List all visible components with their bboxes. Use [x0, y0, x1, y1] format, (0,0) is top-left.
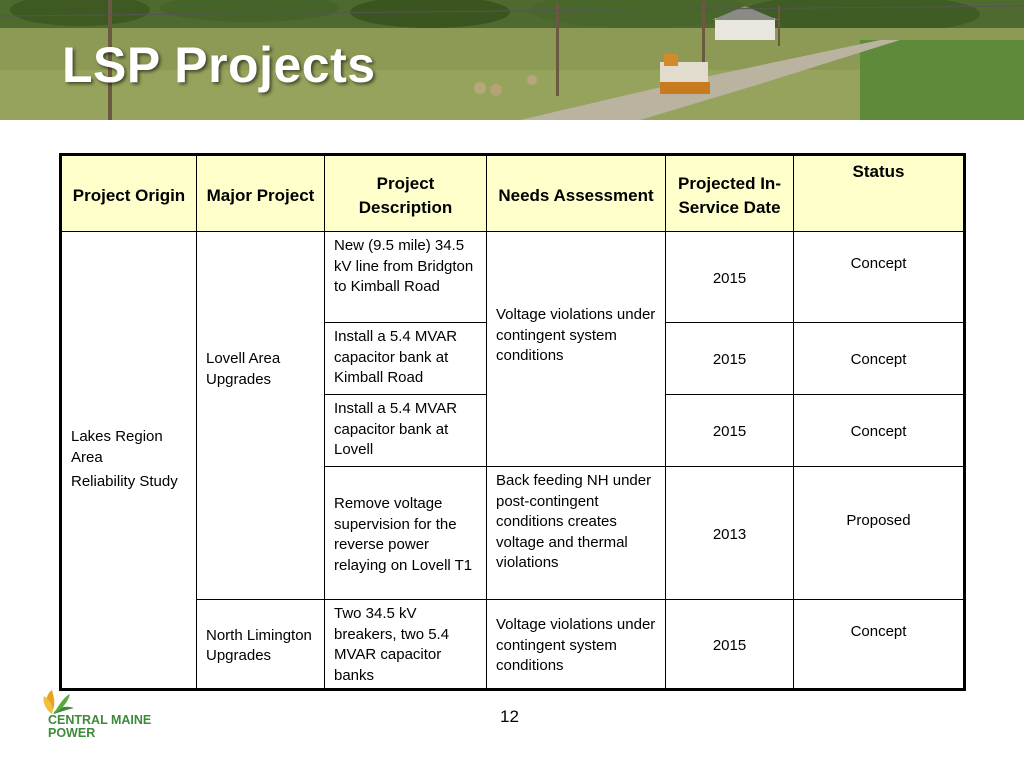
- description-cell: Remove voltage supervision for the reverse power relaying on Lovell T1: [325, 467, 487, 600]
- date-cell: 2013: [666, 467, 794, 600]
- needs-voltage-violations: Voltage violations under contingent system conditions: [487, 232, 666, 467]
- header-major-project: Major Project: [197, 155, 325, 232]
- needs-back-feeding: Back feeding NH under post-contingent conditions creates voltage and thermal violations: [487, 467, 666, 600]
- header-in-service-date: Projected In-Service Date: [666, 155, 794, 232]
- description-cell: Install a 5.4 MVAR capacitor bank at Lovell: [325, 395, 487, 467]
- projects-table: [59, 153, 966, 691]
- table-header-row: [61, 155, 965, 232]
- origin-study-name: Reliability Study: [71, 473, 178, 491]
- description-cell: Two 34.5 kV breakers, two 5.4 MVAR capacitor banks: [325, 600, 487, 690]
- needs-voltage-violations-2: Voltage violations under contingent system conditions: [487, 600, 666, 690]
- date-cell: 2015: [666, 232, 794, 323]
- origin-study-area: Lakes Region Area: [71, 428, 163, 466]
- description-cell: Install a 5.4 MVAR capacitor bank at Kimball Road: [325, 323, 487, 395]
- projects-table-wrapper: [59, 153, 966, 691]
- date-cell: 2015: [666, 323, 794, 395]
- date-cell: 2015: [666, 600, 794, 690]
- header-project-origin: Project Origin: [61, 155, 197, 232]
- slide-title: LSP Projects: [62, 37, 376, 93]
- table-row: [61, 600, 965, 690]
- table-row: [61, 232, 965, 323]
- status-cell: Concept: [794, 232, 965, 323]
- description-cell: New (9.5 mile) 34.5 kV line from Bridgton to Kimball Road: [325, 232, 487, 323]
- date-cell: 2015: [666, 395, 794, 467]
- status-cell: Concept: [794, 323, 965, 395]
- project-origin-cell: [61, 232, 197, 690]
- page-number: 12: [500, 707, 519, 726]
- status-cell: Concept: [794, 600, 965, 690]
- major-project-north-limington: North Limington Upgrades: [197, 600, 325, 690]
- status-cell: Concept: [794, 395, 965, 467]
- header-status: Status: [794, 155, 965, 232]
- status-cell: Proposed: [794, 467, 965, 600]
- header-needs-assessment: Needs Assessment: [487, 155, 666, 232]
- logo-wordmark: [48, 714, 151, 740]
- major-project-lovell: Lovell Area Upgrades: [197, 232, 325, 600]
- logo-line-2: POWER: [48, 726, 96, 740]
- header-banner: [0, 0, 1024, 120]
- header-project-description: Project Description: [325, 155, 487, 232]
- logo-line-1: CENTRAL MAINE: [48, 713, 152, 727]
